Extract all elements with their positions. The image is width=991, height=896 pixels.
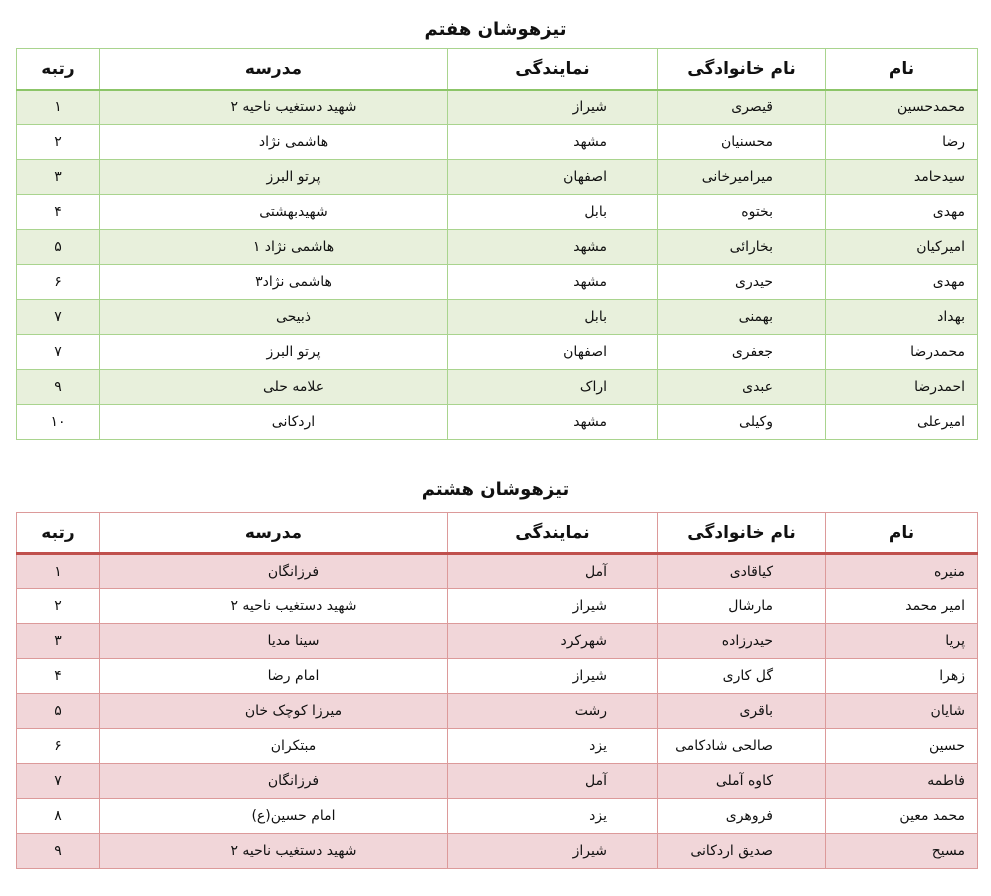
- table-row: [17, 370, 978, 405]
- table-row: [17, 195, 978, 230]
- table-row: [17, 659, 978, 694]
- cell-school: شهید دستغیب ناحیه ۲: [100, 834, 448, 869]
- cell-family: محسنیان: [658, 125, 826, 160]
- cell-name: پریا: [826, 624, 978, 659]
- cell-agency: اصفهان: [448, 335, 658, 370]
- cell-name: مسیح: [826, 834, 978, 869]
- cell-school: فرزانگان: [100, 764, 448, 799]
- table-row: [17, 624, 978, 659]
- table-row: [17, 589, 978, 624]
- cell-family: حیدری: [658, 265, 826, 300]
- cell-rank: ۸: [17, 799, 100, 834]
- cell-name: شایان: [826, 694, 978, 729]
- cell-name: زهرا: [826, 659, 978, 694]
- cell-rank: ۶: [17, 265, 100, 300]
- header-agency: نمایندگی: [448, 49, 658, 90]
- table-row: [17, 729, 978, 764]
- cell-name: محمدرضا: [826, 335, 978, 370]
- cell-school: هاشمی نژاد: [100, 125, 448, 160]
- cell-family: فروهری: [658, 799, 826, 834]
- table-row: [17, 90, 978, 125]
- cell-family: کیاقادی: [658, 554, 826, 589]
- cell-agency: اراک: [448, 370, 658, 405]
- header-school: مدرسه: [100, 49, 448, 90]
- cell-family: بخارائی: [658, 230, 826, 265]
- cell-agency: شیراز: [448, 90, 658, 125]
- cell-agency: بابل: [448, 195, 658, 230]
- table-row: [17, 554, 978, 589]
- cell-rank: ۳: [17, 160, 100, 195]
- cell-name: امیرعلی: [826, 405, 978, 440]
- cell-name: فاطمه: [826, 764, 978, 799]
- cell-agency: شیراز: [448, 659, 658, 694]
- cell-school: سینا مدیا: [100, 624, 448, 659]
- cell-rank: ۹: [17, 834, 100, 869]
- header-school: مدرسه: [100, 513, 448, 554]
- table-row: [17, 160, 978, 195]
- header-rank: رتبه: [17, 513, 100, 554]
- cell-rank: ۴: [17, 659, 100, 694]
- header-name: نام: [826, 49, 978, 90]
- cell-rank: ۷: [17, 300, 100, 335]
- grade8-ranking-table: [16, 512, 978, 869]
- cell-rank: ۱: [17, 90, 100, 125]
- cell-rank: ۵: [17, 694, 100, 729]
- cell-family: میرامیرخانی: [658, 160, 826, 195]
- header-family: نام خانوادگی: [658, 513, 826, 554]
- cell-name: سیدحامد: [826, 160, 978, 195]
- table-row: [17, 125, 978, 160]
- cell-family: وکیلی: [658, 405, 826, 440]
- cell-agency: یزد: [448, 729, 658, 764]
- cell-family: جعفری: [658, 335, 826, 370]
- cell-family: باقری: [658, 694, 826, 729]
- cell-rank: ۱۰: [17, 405, 100, 440]
- table-row: [17, 405, 978, 440]
- cell-name: محمد معین: [826, 799, 978, 834]
- cell-name: امیرکیان: [826, 230, 978, 265]
- cell-family: بختوه: [658, 195, 826, 230]
- cell-family: کاوه آملی: [658, 764, 826, 799]
- cell-agency: مشهد: [448, 230, 658, 265]
- cell-agency: شیراز: [448, 834, 658, 869]
- cell-rank: ۴: [17, 195, 100, 230]
- cell-rank: ۵: [17, 230, 100, 265]
- grade8-title: تیزهوشان هشتم: [421, 479, 570, 500]
- cell-family: صدیق اردکانی: [658, 834, 826, 869]
- cell-agency: شهرکرد: [448, 624, 658, 659]
- cell-name: مهدی: [826, 265, 978, 300]
- table-header-row: [17, 513, 978, 554]
- cell-agency: شیراز: [448, 589, 658, 624]
- cell-school: امام رضا: [100, 659, 448, 694]
- cell-name: حسین: [826, 729, 978, 764]
- table-row: [17, 834, 978, 869]
- grade7-title: تیزهوشان هفتم: [424, 19, 567, 40]
- cell-school: شهیدبهشتی: [100, 195, 448, 230]
- cell-rank: ۲: [17, 589, 100, 624]
- cell-school: شهید دستغیب ناحیه ۲: [100, 90, 448, 125]
- cell-family: مارشال: [658, 589, 826, 624]
- cell-rank: ۶: [17, 729, 100, 764]
- cell-name: احمدرضا: [826, 370, 978, 405]
- table-row: [17, 335, 978, 370]
- cell-agency: آمل: [448, 764, 658, 799]
- table-row: [17, 300, 978, 335]
- cell-school: پرتو البرز: [100, 160, 448, 195]
- cell-agency: رشت: [448, 694, 658, 729]
- cell-name: محمدحسین: [826, 90, 978, 125]
- table-row: [17, 265, 978, 300]
- cell-agency: اصفهان: [448, 160, 658, 195]
- cell-rank: ۲: [17, 125, 100, 160]
- cell-school: فرزانگان: [100, 554, 448, 589]
- cell-agency: بابل: [448, 300, 658, 335]
- cell-agency: آمل: [448, 554, 658, 589]
- cell-family: بهمنی: [658, 300, 826, 335]
- header-agency: نمایندگی: [448, 513, 658, 554]
- cell-school: ذبیحی: [100, 300, 448, 335]
- cell-name: مهدی: [826, 195, 978, 230]
- grade7-ranking-table: [16, 48, 978, 440]
- table-row: [17, 764, 978, 799]
- table-row: [17, 230, 978, 265]
- cell-school: پرتو البرز: [100, 335, 448, 370]
- cell-school: هاشمی نژاد ۱: [100, 230, 448, 265]
- cell-agency: یزد: [448, 799, 658, 834]
- table-row: [17, 799, 978, 834]
- cell-school: میرزا کوچک خان: [100, 694, 448, 729]
- cell-school: هاشمی نژاد۳: [100, 265, 448, 300]
- cell-family: گل کاری: [658, 659, 826, 694]
- table-row: [17, 694, 978, 729]
- cell-agency: مشهد: [448, 125, 658, 160]
- table-header-row: [17, 49, 978, 90]
- header-name: نام: [826, 513, 978, 554]
- cell-rank: ۷: [17, 764, 100, 799]
- cell-name: امیر محمد: [826, 589, 978, 624]
- cell-agency: مشهد: [448, 405, 658, 440]
- cell-rank: ۳: [17, 624, 100, 659]
- cell-school: اردکانی: [100, 405, 448, 440]
- header-family: نام خانوادگی: [658, 49, 826, 90]
- header-rank: رتبه: [17, 49, 100, 90]
- cell-school: امام حسین(ع): [100, 799, 448, 834]
- cell-school: مبتکران: [100, 729, 448, 764]
- cell-family: حیدرزاده: [658, 624, 826, 659]
- cell-name: رضا: [826, 125, 978, 160]
- cell-family: عبدی: [658, 370, 826, 405]
- cell-rank: ۹: [17, 370, 100, 405]
- cell-family: قیصری: [658, 90, 826, 125]
- cell-family: صالحی شادکامی: [658, 729, 826, 764]
- cell-name: منیره: [826, 554, 978, 589]
- cell-name: بهداد: [826, 300, 978, 335]
- cell-agency: مشهد: [448, 265, 658, 300]
- cell-school: شهید دستغیب ناحیه ۲: [100, 589, 448, 624]
- cell-rank: ۱: [17, 554, 100, 589]
- cell-rank: ۷: [17, 335, 100, 370]
- cell-school: علامه حلی: [100, 370, 448, 405]
